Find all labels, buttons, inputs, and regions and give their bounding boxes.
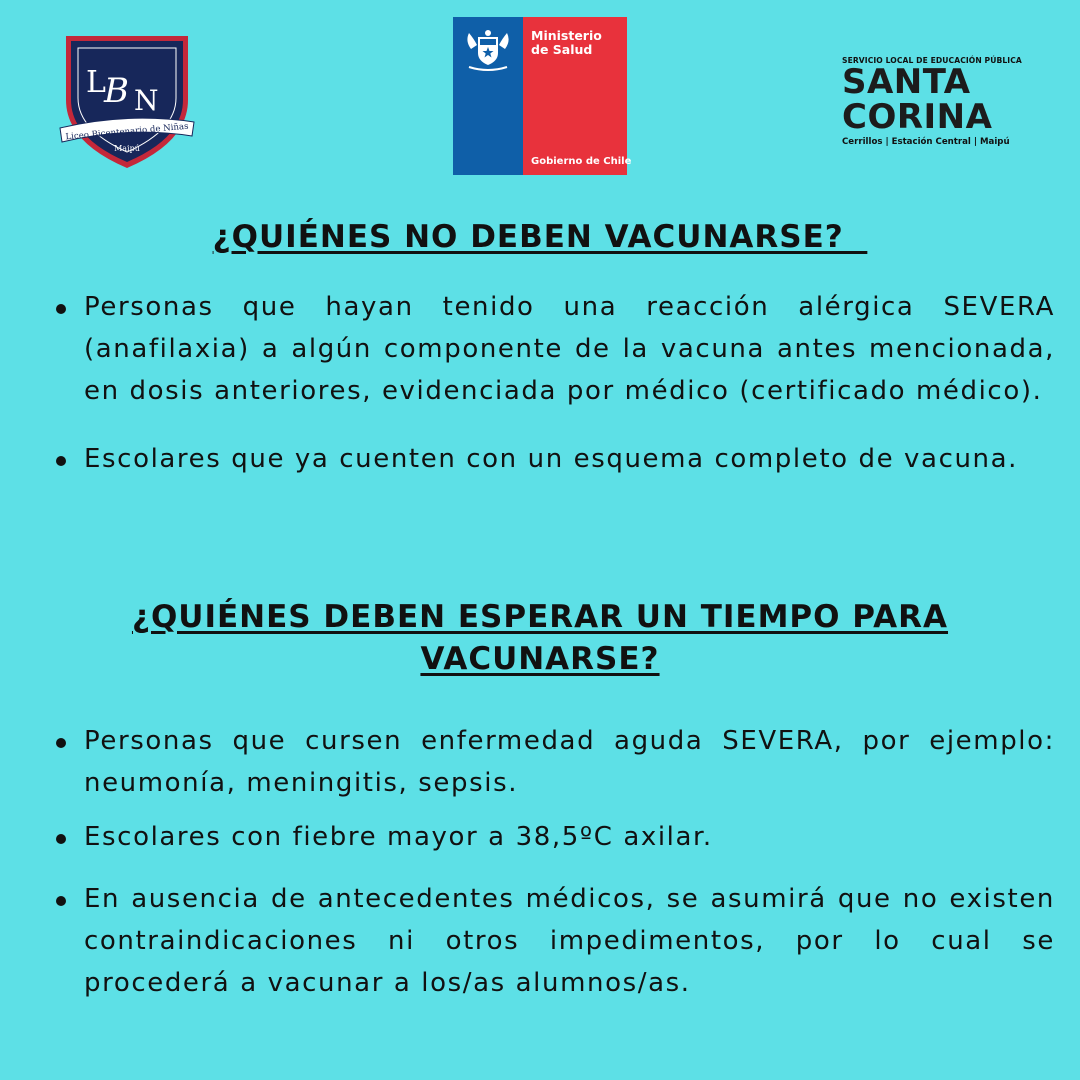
ministerio-salud-logo xyxy=(453,17,632,175)
sc-service-name: SERVICIO LOCAL DE EDUCACIÓN PÚBLICA xyxy=(842,56,1022,65)
santa-corina-logo xyxy=(842,56,1042,166)
section-title-no-vacunarse xyxy=(60,216,1020,258)
list-item: Escolares que ya cuenten con un esquema completo de vacuna. xyxy=(52,438,1055,480)
minsal-red-panel xyxy=(523,17,632,175)
minsal-name: Ministerio de Salud xyxy=(531,28,602,57)
minsal-blue-panel xyxy=(453,17,523,175)
sc-word-corina: CORINA xyxy=(842,97,993,137)
section-title-esperar-line1: ¿QUIÉNES DEBEN ESPERAR UN TIEMPO PARA xyxy=(131,599,949,635)
list-item: En ausencia de antecedentes médicos, se asumirá que no existen contraindicaciones ni otros impedimentos, por lo cual se procederá a vacunar a los/as alumnos/as. xyxy=(52,878,1055,1004)
list-no-vacunarse xyxy=(52,286,1055,480)
lbn-letter-n: N xyxy=(134,84,159,117)
coat-of-arms-icon xyxy=(461,25,515,73)
section-title-no-vacunarse-text: ¿QUIÉNES NO DEBEN VACUNARSE? xyxy=(212,219,868,255)
list-item: Personas que hayan tenido una reacción alérgica SEVERA (anafilaxia) a algún componente de la vacuna antes mencionada, en dosis anteriores, evidenciada por médico (certificado médico). xyxy=(52,286,1055,412)
list-item: Personas que cursen enfermedad aguda SEVERA, por ejemplo: neumonía, meningitis, sepsis. xyxy=(52,720,1055,804)
section-title-esperar-line2: VACUNARSE? xyxy=(420,641,660,677)
lbn-shield-logo xyxy=(58,30,196,172)
section-title-esperar xyxy=(60,596,1020,680)
lbn-letter-l: L xyxy=(86,65,106,100)
header-logos xyxy=(0,0,1080,190)
lbn-ribbon-text: Liceo Bicentenario de Niñas xyxy=(65,121,189,143)
list-esperar xyxy=(52,720,1055,1004)
lbn-letter-b: B xyxy=(104,71,129,111)
list-item: Escolares con fiebre mayor a 38,5ºC axilar. xyxy=(52,816,1055,858)
sc-word-santa: SANTA xyxy=(842,62,971,102)
minsal-gov: Gobierno de Chile xyxy=(531,156,632,167)
sc-communes: Cerrillos | Estación Central | Maipú xyxy=(842,137,1010,147)
lbn-place-text: Maipú xyxy=(114,144,140,153)
